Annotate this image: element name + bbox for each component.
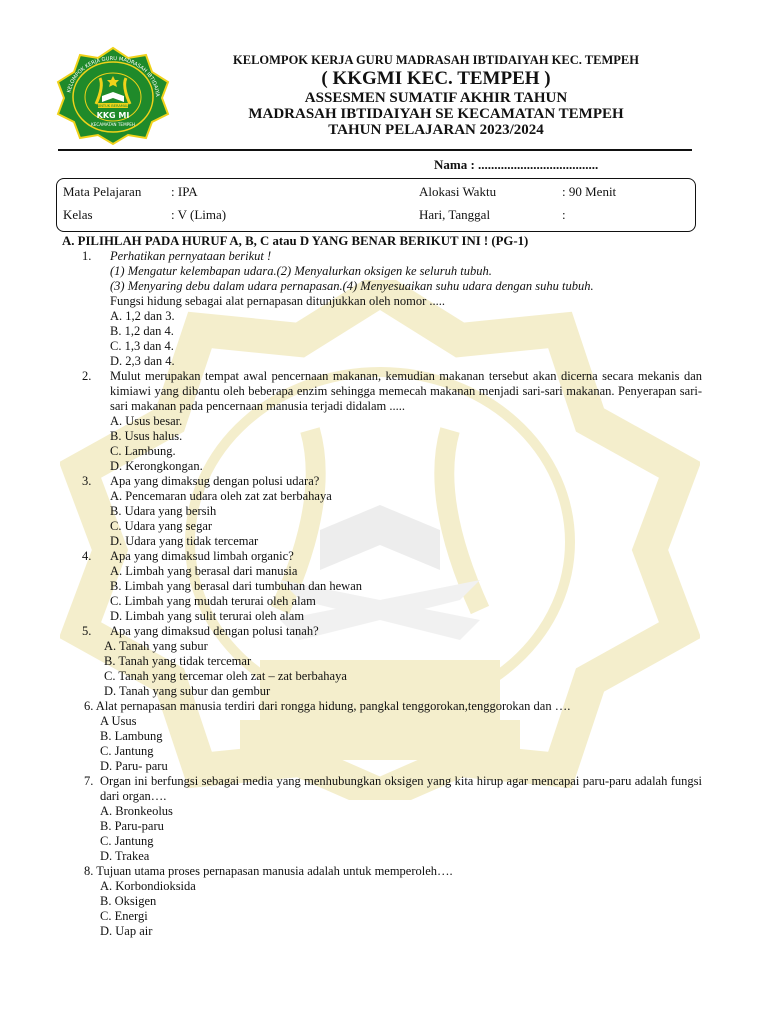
header-kkgmi: ( KKGMI KEC. TEMPEH ) xyxy=(321,68,551,89)
option-a: A. Bronkeolus xyxy=(100,804,173,818)
question-text: 8. Tujuan utama proses pernapasan manusia adalah untuk memperoleh…. xyxy=(84,864,453,878)
question-text: Apa yang dimaksud limbah organic? xyxy=(110,549,294,563)
question-1 xyxy=(82,249,702,369)
question-number: 3. xyxy=(82,474,92,488)
option-b: B. Lambung xyxy=(100,729,163,743)
option-c: C. Limbah yang mudah terurai oleh alam xyxy=(110,594,316,608)
question-5 xyxy=(82,624,702,699)
question-4 xyxy=(82,549,702,624)
option-c: C. Jantung xyxy=(100,834,154,848)
question-2 xyxy=(82,369,702,474)
class-label: Kelas xyxy=(63,207,93,222)
option-a: A. Usus besar. xyxy=(110,414,183,428)
logo-ring-text: KELOMPOK KERJA GURU MADRASAH IBTIDAIYA xyxy=(66,55,161,97)
option-b: B. Udara yang bersih xyxy=(110,504,217,518)
option-a: A. Korbondioksida xyxy=(100,879,196,893)
header-assessment: ASSESMEN SUMATIF AKHIR TAHUN xyxy=(304,90,568,106)
option-a: A. Pencemaran udara oleh zat zat berbahaya xyxy=(110,489,332,503)
question-8 xyxy=(84,864,702,939)
name-field: Nama : ..................................... xyxy=(434,157,599,172)
logo-ribbon-text: UNTUK BERAMAL xyxy=(97,104,129,108)
statement-line: (3) Menyaring debu dalam udara pernapasan.(4) Menyesuaikan suhu udara dengan suhu tubuh. xyxy=(110,279,594,293)
header-divider xyxy=(58,149,692,151)
question-text: Fungsi hidung sebagai alat pernapasan ditunjukkan oleh nomor ..... xyxy=(110,294,446,308)
question-3 xyxy=(82,474,702,549)
option-d: D. Tanah yang subur dan gembur xyxy=(104,684,271,698)
option-d: D. Udara yang tidak tercemar xyxy=(110,534,259,548)
document-header xyxy=(186,52,686,138)
exam-info-box xyxy=(56,178,696,232)
time-value: : 90 Menit xyxy=(562,184,617,199)
option-b: B. Usus halus. xyxy=(110,429,183,443)
exam-content xyxy=(62,234,702,939)
option-a: A. Limbah yang berasal dari manusia xyxy=(110,564,298,578)
option-a: A. Tanah yang subur xyxy=(104,639,208,653)
option-d: D. Trakea xyxy=(100,849,150,863)
question-intro: Perhatikan pernyataan berikut ! xyxy=(110,249,272,263)
subject-label: Mata Pelajaran xyxy=(63,184,142,199)
option-b: B. Paru-paru xyxy=(100,819,164,833)
option-a: A Usus xyxy=(100,714,137,728)
date-label: Hari, Tanggal xyxy=(419,207,491,222)
option-b: B. Oksigen xyxy=(100,894,157,908)
option-c: C. Udara yang segar xyxy=(110,519,213,533)
option-c: C. 1,3 dan 4. xyxy=(110,339,174,353)
logo-center-text: KKG MI xyxy=(96,111,130,120)
option-c: C. Lambung. xyxy=(110,444,176,458)
question-number: 1. xyxy=(82,249,92,263)
option-d: D. Paru- paru xyxy=(100,759,168,773)
header-year: TAHUN PELAJARAN 2023/2024 xyxy=(328,122,544,138)
option-c: C. Jantung xyxy=(100,744,154,758)
question-text: 6. Alat pernapasan manusia terdiri dari rongga hidung, pangkal tenggorokan,tenggorokan dan …. xyxy=(84,699,571,713)
subject-value: : IPA xyxy=(171,184,198,199)
option-b: B. Tanah yang tidak tercemar xyxy=(104,654,252,668)
question-text: Mulut merupakan tempat awal pencernaan makanan, kemudian makanan tersebut akan dicerna secara mekanis dan kimiawi yang dibantu oleh beberapa enzim sehingga memecah makanan menjadi sari-sari makanan. Penyerapan sari-sari makanan pada pencernaan manusia terjadi didalam ..... xyxy=(110,369,702,413)
question-number: 2. xyxy=(82,369,92,383)
question-text: Organ ini berfungsi sebagai media yang menhubungkan oksigen yang kita hirup agar mencapai paru-paru adalah fungsi dari organ…. xyxy=(100,774,702,803)
option-c: C. Tanah yang tercemar oleh zat – zat berbahaya xyxy=(104,669,347,683)
question-text: Apa yang dimaksud dengan polusi tanah? xyxy=(110,624,319,638)
question-text: Apa yang dimaksug dengan polusi udara? xyxy=(110,474,320,488)
option-d: D. Kerongkongan. xyxy=(110,459,203,473)
question-number: 7. xyxy=(84,774,94,788)
question-number: 5. xyxy=(82,624,92,638)
question-6 xyxy=(84,699,702,774)
option-d: D. 2,3 dan 4. xyxy=(110,354,175,368)
class-value: : V (Lima) xyxy=(171,207,227,222)
option-d: D. Uap air xyxy=(100,924,153,938)
option-b: B. Limbah yang berasal dari tumbuhan dan hewan xyxy=(110,579,363,593)
option-b: B. 1,2 dan 4. xyxy=(110,324,174,338)
kkgmi-logo xyxy=(52,46,174,146)
time-label: Alokasi Waktu xyxy=(419,184,497,199)
option-d: D. Limbah yang sulit terurai oleh alam xyxy=(110,609,305,623)
question-7 xyxy=(84,774,702,864)
option-c: C. Energi xyxy=(100,909,148,923)
date-value: : xyxy=(562,207,566,222)
option-a: A. 1,2 dan 3. xyxy=(110,309,175,323)
statement-line: (1) Mengatur kelembapan udara.(2) Menyalurkan oksigen ke seluruh tubuh. xyxy=(110,264,492,278)
header-madrasah: MADRASAH IBTIDAIYAH SE KECAMATAN TEMPEH xyxy=(248,106,624,122)
question-number: 4. xyxy=(82,549,92,563)
section-a-title: A. PILIHLAH PADA HURUF A, B, C atau D YANG BENAR BERIKUT INI ! (PG-1) xyxy=(62,234,529,248)
logo-bottom-text: KECAMATAN TEMPEH xyxy=(90,122,136,127)
header-organization: KELOMPOK KERJA GURU MADRASAH IBTIDAIYAH KEC. TEMPEH xyxy=(233,53,639,67)
